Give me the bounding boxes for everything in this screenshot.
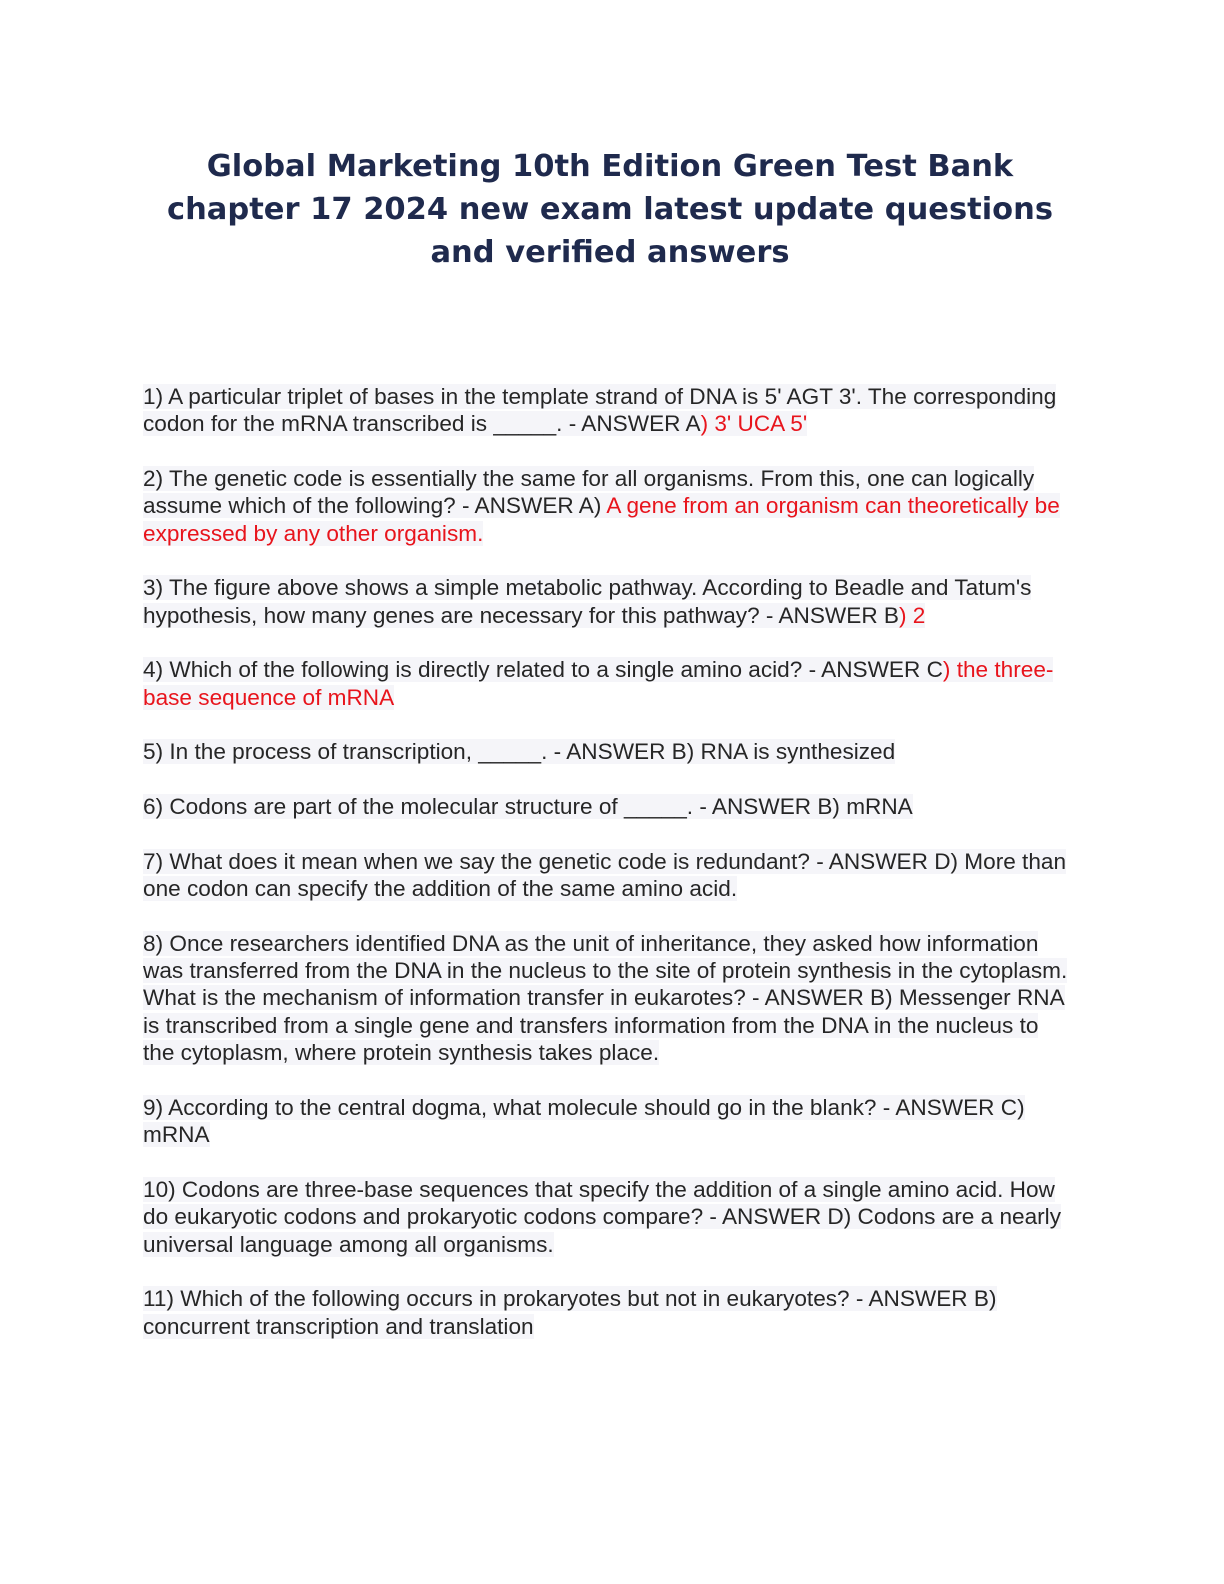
question-text: 3) The figure above shows a simple metabolic pathway. According to Beadle and Tatum's hypothesis, how many genes are necessary for this pathway? - ANSWER B [143, 575, 1032, 628]
question-item-6 [143, 793, 1073, 820]
question-item-11 [143, 1285, 1073, 1340]
answer-highlight: ) the three-base sequence of mRNA [143, 657, 1054, 710]
question-text: 9) According to the central dogma, what molecule should go in the blank? - ANSWER C) mRNA [143, 1094, 1025, 1148]
question-text: 10) Codons are three-base sequences that specify the addition of a single amino acid. How do eukaryotic codons and prokaryotic codons compare? - ANSWER D) Codons are a nearly universal language among all organisms. [143, 1176, 1062, 1257]
answer-highlight: A gene from an organism can theoretically be expressed by any other organism. [143, 493, 1060, 546]
answer-highlight: ) 2 [899, 602, 926, 628]
document-title: Global Marketing 10th Edition Green Test Bank chapter 17 2024 new exam latest update questions and verified answers [167, 149, 1053, 270]
question-text: 11) Which of the following occurs in prokaryotes but not in eukaryotes? - ANSWER B) concurrent transcription and translation [143, 1286, 997, 1339]
question-text: 6) Codons are part of the molecular structure of _____. - ANSWER B) mRNA [143, 794, 913, 819]
question-list [143, 383, 1073, 1367]
question-item-5 [143, 738, 1073, 765]
question-item-8 [143, 930, 1073, 1067]
question-item-2 [143, 465, 1073, 547]
answer-highlight: ) 3' UCA 5' [700, 411, 808, 437]
question-text: 8) Once researchers identified DNA as the unit of inheritance, they asked how information was transferred from the DNA in the nucleus to the site of protein synthesis in the cytoplasm. What is the mechanism of information transfer in eukarotes? - ANSWER B) Messenger RNA is transcribed from a single gene and transfers information from the DNA in the nucleus to the cytoplasm, where protein synthesis takes place. [143, 930, 1068, 1066]
question-text: 2) The genetic code is essentially the same for all organisms. From this, one can logically assume which of the following? - ANSWER A) [143, 466, 1035, 519]
question-item-10 [143, 1176, 1073, 1258]
question-item-1 [143, 383, 1073, 438]
question-text: 1) A particular triplet of bases in the template strand of DNA is 5' AGT 3'. The corresponding codon for the mRNA transcribed is _____. - ANSWER A [143, 384, 1057, 437]
question-item-9 [143, 1094, 1073, 1149]
question-item-3 [143, 574, 1073, 629]
question-text: 5) In the process of transcription, _____. - ANSWER B) RNA is synthesized [143, 739, 896, 765]
question-text: 7) What does it mean when we say the genetic code is redundant? - ANSWER D) More than one codon can specify the addition of the same amino acid. [143, 848, 1067, 901]
question-item-7 [143, 848, 1073, 903]
question-item-4 [143, 656, 1073, 711]
question-text: 4) Which of the following is directly related to a single amino acid? - ANSWER C [143, 657, 943, 683]
